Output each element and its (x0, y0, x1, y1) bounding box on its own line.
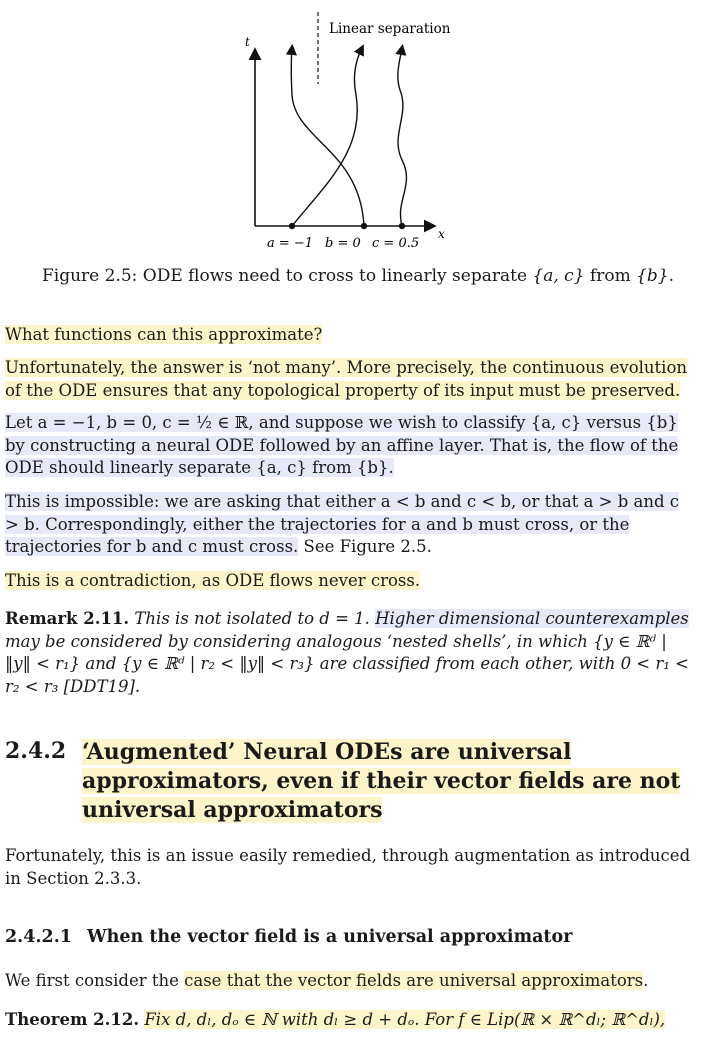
subsection-title: When the vector field is a universal approximator (87, 927, 573, 947)
point-b (361, 223, 367, 229)
trajectory-a (292, 48, 362, 226)
highlight-contradiction: This is a contradiction, as ODE flows never cross. (5, 571, 421, 590)
highlight-question: What functions can this approximate? (5, 325, 323, 344)
caption-end: . (668, 266, 675, 286)
caption-set-b: {b} (636, 266, 669, 286)
paragraph-first-consider (5, 970, 695, 993)
section-number: 2.4.2 (5, 738, 67, 764)
point-a (289, 223, 295, 229)
axis-t-label: t (245, 35, 250, 49)
remark-text-1: This is not isolated to d = 1. (129, 609, 376, 628)
label-c: c = 0.5 (372, 236, 420, 251)
theorem-text: Fix d, dₗ, dₒ ∈ ℕ with dₗ ≥ d + dₒ. For f ∈ Lip(ℝ × ℝ^dₗ; ℝ^dₗ), (144, 1010, 666, 1029)
highlight-not-many: Unfortunately, the answer is ‘not many’. More precisely, the continuous evolution of the ODE ensures that any topological property of its input must be preserved. (5, 358, 688, 400)
paragraph-fortunately (5, 845, 695, 890)
caption-set-ac: {a, c} (532, 266, 585, 286)
theorem-label: Theorem 2.12. (5, 1010, 140, 1029)
remark-label: Remark 2.11. (5, 609, 130, 628)
first-consider-plain: We first consider the (5, 971, 185, 990)
ode-flow-figure (0, 0, 716, 262)
highlight-counterexample: Let a = −1, b = 0, c = ½ ∈ ℝ, and suppose we wish to classify {a, c} versus {b} by constructing a neural ODE followed by an affine layer. That is, the flow of the ODE should linearly separate {a, c} from {b}. (5, 413, 679, 478)
fortunately-text: Fortunately, this is an issue easily remedied, through augmentation as introduced in Section 2.3.3. (5, 846, 691, 888)
remark-text-3: may be considered by considering analogous ‘nested shells’, in which {y ∈ ℝᵈ | ‖y‖ < r₁} and {y ∈ ℝᵈ | r₂ < ‖y‖ < r₃} are classified from each other, with 0 < r₁ < r₂ < r₃ [DDT19]. (5, 631, 689, 696)
point-c (399, 223, 405, 229)
first-consider-end: . (643, 971, 649, 990)
remark-2-11 (5, 608, 695, 698)
paragraph-contradiction (5, 570, 695, 593)
theorem-2-12 (5, 1010, 665, 1029)
label-b: b = 0 (325, 236, 361, 251)
subsection-heading (5, 927, 572, 947)
subsection-number: 2.4.2.1 (5, 927, 72, 947)
paragraph-impossible (5, 491, 695, 559)
label-a: a = −1 (267, 236, 314, 251)
highlight-impossible: This is impossible: we are asking that either a < b and c < b, or that a > b and c > b. Correspondingly, either the trajectories for a and b must cross, or the trajectories for b and c must cross. (5, 492, 680, 557)
see-figure-ref: See Figure 2.5. (298, 537, 432, 557)
caption-prefix: Figure 2.5: ODE flows need to cross to linearly separate (41, 266, 533, 286)
remark-text-2: Higher dimensional counterexamples (375, 609, 689, 628)
annotation-linear-separation: Linear separation (329, 21, 451, 37)
section-title (82, 738, 682, 825)
paragraph-counterexample (5, 412, 695, 480)
paragraph-question (5, 324, 695, 347)
first-consider-highlight: case that the vector fields are universal approximators (184, 971, 644, 990)
figure-caption (0, 266, 716, 286)
paragraph-not-many (5, 357, 695, 402)
caption-mid: from (584, 266, 637, 286)
section-title-text: ‘Augmented’ Neural ODEs are universal approximators, even if their vector fields are not universal approximators (82, 739, 681, 823)
axis-x-label: x (438, 227, 445, 241)
trajectory-c (398, 48, 407, 226)
